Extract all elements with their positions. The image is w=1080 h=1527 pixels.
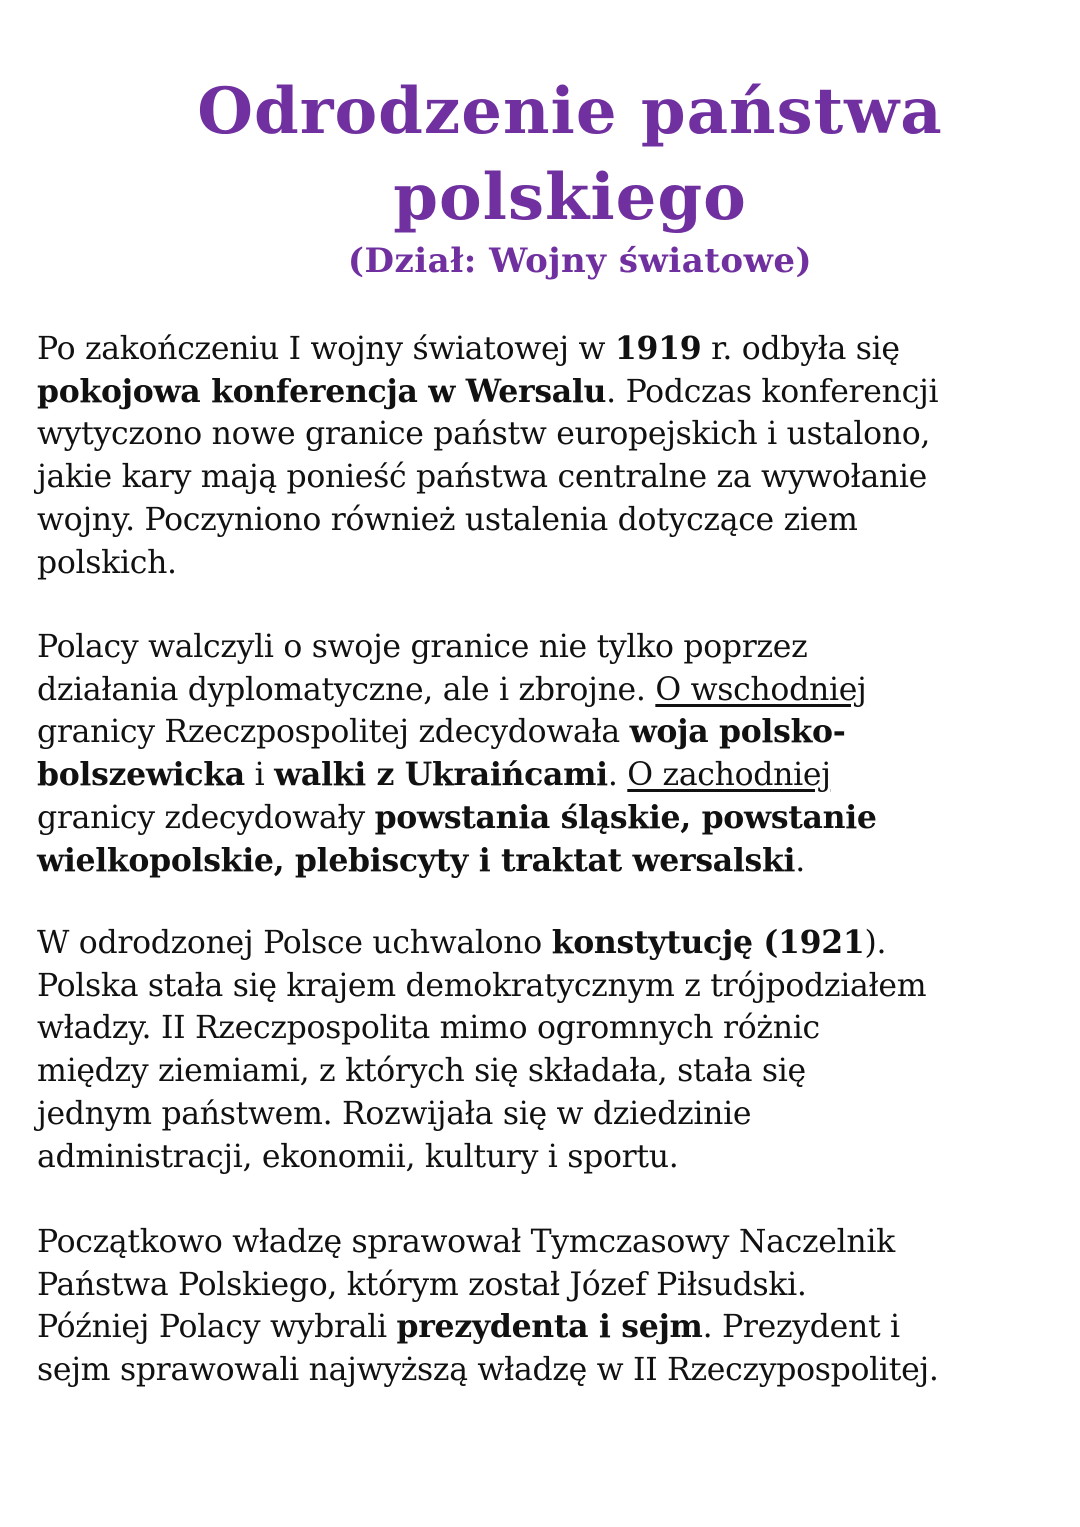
text-line [37,1093,1057,1136]
text-line [37,626,1057,669]
text-run: działania dyplomatyczne, ale i zbrojne. [37,671,656,708]
text-run: Polacy walczyli o swoje granice nie tylko poprzez [37,629,808,665]
text-line [37,371,1057,414]
text-line [37,1221,1057,1264]
text-line [37,328,1057,371]
text-run: władzy. II Rzeczpospolita mimo ogromnych różnic [37,1010,820,1047]
text-run: wojny. Poczyniono również ustalenia dotyczące ziem [37,501,858,538]
text-run: Początkowo władzę sprawował Tymczasowy Naczelnik [37,1224,895,1260]
page-subtitle: (Dział: Wojny światowe) [347,241,813,281]
text-run: i [244,757,275,794]
text-line [37,711,1057,754]
paragraph-constitution [37,922,1057,1178]
page-title-line-2: polskiego [393,160,747,235]
text-line [37,1050,1057,1093]
bold-text: bolszewicka [37,756,245,794]
text-line [37,1306,1057,1349]
text-run: W odrodzonej Polsce uchwalono [37,925,552,961]
bold-text: wielkopolskie, plebiscyty i traktat wersalski [37,841,796,879]
text-run: sejm sprawowali najwyższą władzę w II Rzeczypospolitej. [37,1352,939,1389]
text-run: . [795,842,805,879]
text-run: administracji, ekonomii, kultury i sportu. [37,1138,679,1175]
text-run: ). [864,925,887,961]
underlined-text: O zachodniej [627,757,831,794]
bold-text: konstytucję (1921 [551,924,865,961]
text-run: granicy zdecydowały [37,799,375,836]
text-run: między ziemiami, z których się składała, stała się [37,1053,806,1090]
text-line [37,1349,1057,1392]
text-line [37,922,1057,965]
bold-text: 1919 [614,330,702,367]
text-line [37,542,1057,585]
paragraph-government [37,1221,1057,1392]
text-run: jednym państwem. Rozwijała się w dziedzinie [37,1095,752,1132]
text-run: . Prezydent i [702,1309,900,1346]
text-run: . Podczas konferencji [606,373,939,410]
bold-text: walki z Ukraińcami [274,756,608,794]
bold-text: powstania śląskie, powstanie [374,798,877,836]
underlined-text: O wschodniej [655,671,867,708]
text-line [37,840,1057,883]
text-run: polskich. [37,544,177,581]
bold-text: pokojowa konferencja w Wersalu [37,372,607,410]
bold-text: woja polsko- [629,713,846,751]
text-line [37,413,1057,456]
text-line [37,1264,1057,1307]
text-line [37,797,1057,840]
text-run: . [607,757,628,794]
text-line [37,1007,1057,1050]
text-run: jakie kary mają ponieść państwa centralne za wywołanie [37,459,928,496]
text-line [37,754,1057,797]
text-line [37,456,1057,499]
page-title-line-1: Odrodzenie państwa [197,74,943,149]
text-run: Polska stała się krajem demokratycznym z trójpodziałem [37,967,927,1004]
paragraph-borders [37,626,1057,882]
text-run: Później Polacy wybrali [37,1309,397,1346]
text-run: r. odbyła się [701,331,900,367]
text-line [37,669,1057,712]
text-run: Po zakończeniu I wojny światowej w [37,331,615,367]
paragraph-versailles [37,328,1057,584]
text-run: granicy Rzeczpospolitej zdecydowała [37,714,630,751]
text-run: Państwa Polskiego, którym został Józef Piłsudski. [37,1266,807,1303]
text-run: wytyczono nowe granice państw europejskich i ustalono, [37,416,931,453]
text-line [37,499,1057,542]
text-line [37,1136,1057,1179]
bold-text: prezydenta i sejm [396,1308,703,1346]
text-line [37,965,1057,1008]
